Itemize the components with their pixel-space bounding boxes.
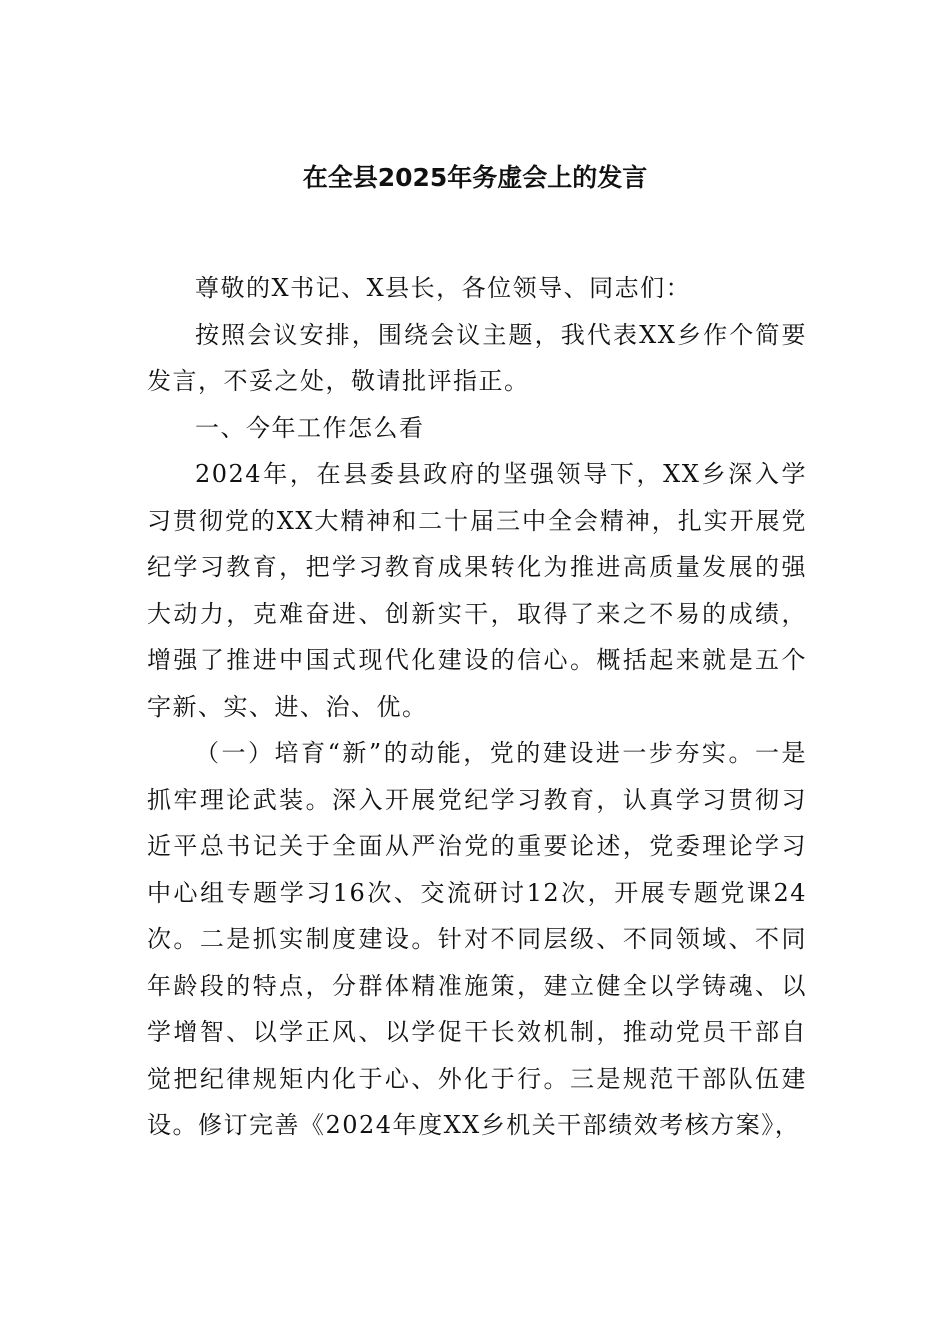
document-body <box>147 265 807 1149</box>
section-heading: 一、今年工作怎么看 <box>195 413 425 442</box>
summary-paragraph: 2024年，在县委县政府的坚强领导下，XX乡深入学习贯彻党的XX大精神和二十届三中全会精神，扎实开展党纪学习教育，把学习教育成果转化为推进高质量发展的强大动力，克难奋进、创新实干，取得了来之不易的成绩，增强了推进中国式现代化建设的信心。概括起来就是五个字新、实、进、治、优。 <box>147 460 807 721</box>
document-title: 在全县2025年务虚会上的发言 <box>302 163 648 192</box>
salutation-paragraph: 尊敬的X书记、X县长，各位领导、同志们： <box>195 274 692 302</box>
intro-paragraph: 按照会议安排，围绕会议主题，我代表XX乡作个简要发言，不妥之处，敬请批评指正。 <box>147 320 807 395</box>
subsection-paragraph: （一）培育“新”的动能，党的建设进一步夯实。一是抓牢理论武装。深入开展党纪学习教育，认真学习贯彻习近平总书记关于全面从严治党的重要论述，党委理论学习中心组专题学习16次、交流研讨12次，开展专题党课24次。二是抓实制度建设。针对不同层级、不同领域、不同年龄段的特点，分群体精准施策，建立健全以学铸魂、以学增智、以学正风、以学促干长效机制，推动党员干部自觉把纪律规矩内化于心、外化于行。三是规范干部队伍建设。修订完善《2024年度XX乡机关干部绩效考核方案》， <box>147 739 807 1139</box>
